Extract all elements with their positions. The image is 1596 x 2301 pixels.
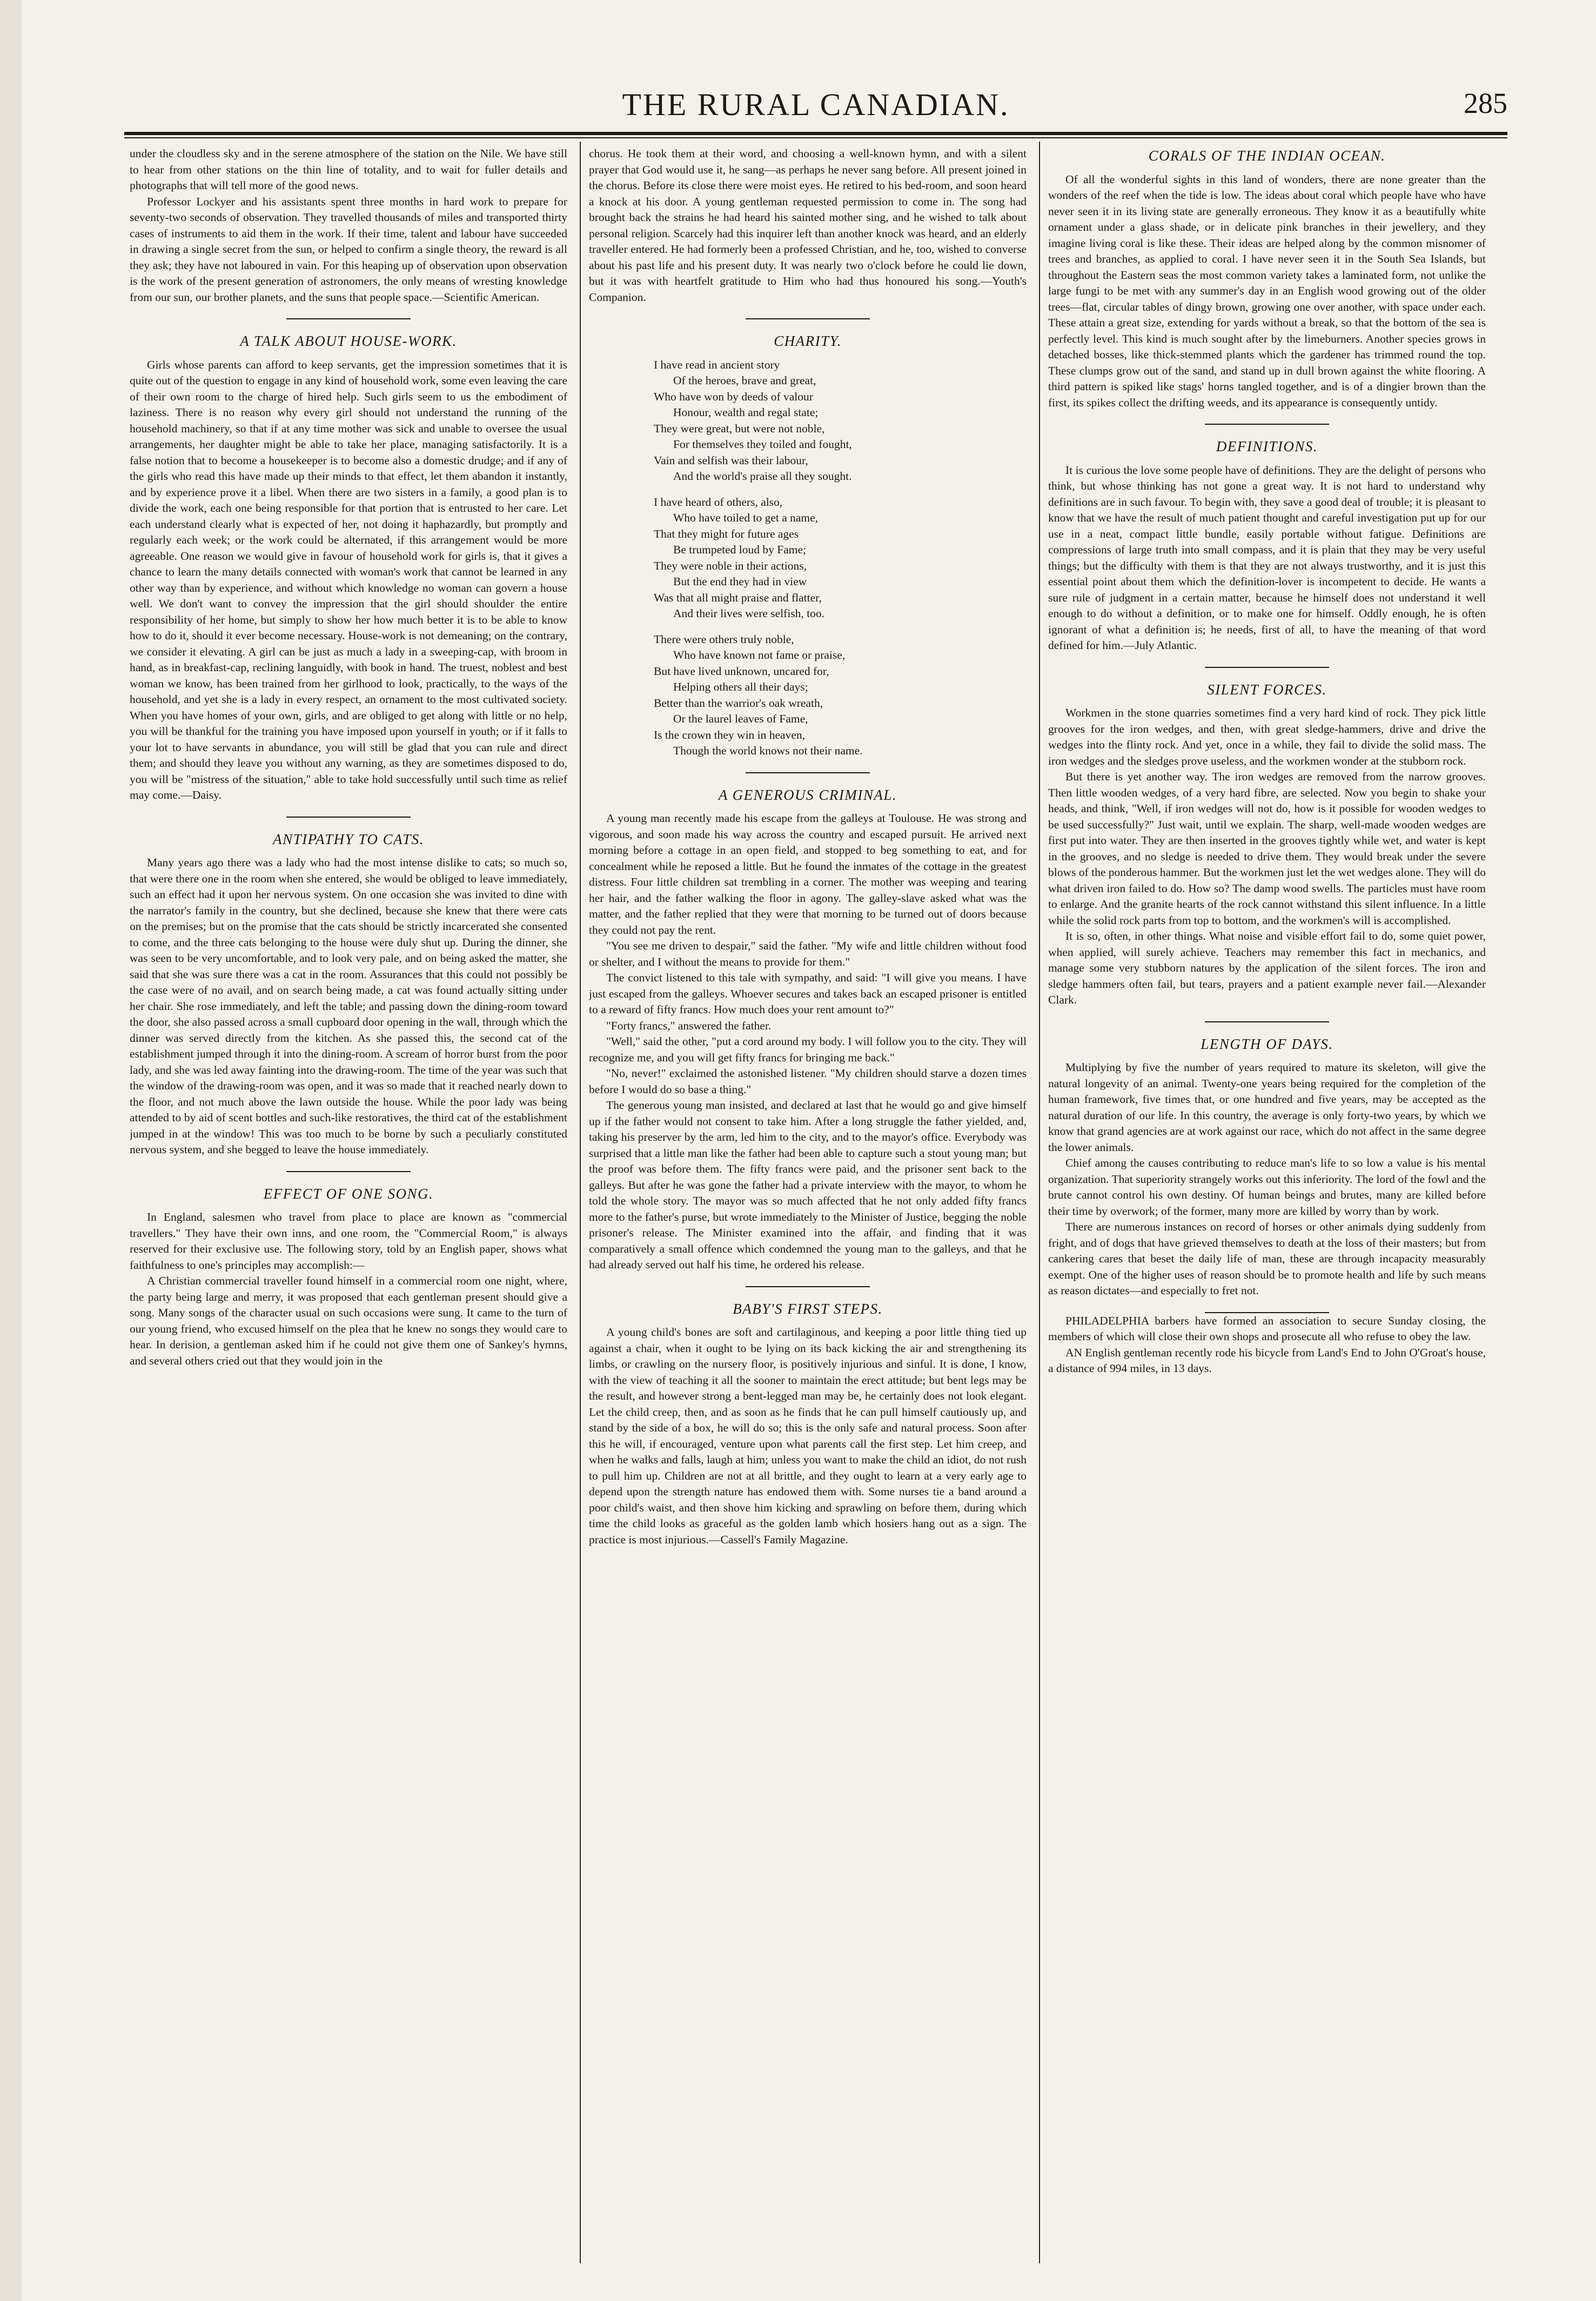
headline-criminal: A GENEROUS CRIMINAL. [718,786,897,803]
article-cats: Many years ago there was a lady who had the most intense dislike to cats; so much so, that were there one in the room when she entered, she would be obliged to leave immediately, such an effect had it upon her nervous system. On one occasion she was invited to dine with the narrator's family in the country, but she declined, because she knew that there were cats on the premises; but on the promise that the cats should be strictly incarcerated she consented to come, and the three cats belonging to the house were duly shut up. During the dinner, she was seen to be very uncomfortable, and to look very pale, and on being asked the matter, she said that she was sure there was a cat in the room. Assurances that this could not possibly be the case were of no avail, and on search being made, a cat was found actually sitting under her chair. She rose immediately, and left the table; and passing down the dining-room toward the door, she also passed across a small cupboard door opening in the wall, through which the dinner was served directly from the kitchen. As she passed this, the second cat of the establishment jumped through it into the dining-room. A scream of horror burst from the poor lady, and she was led away fainting into the drawing-room. The time of the year was such that the window of the drawing-room was open, and it was so made that it reached nearly down to the floor, and not much above the lawn outside the house. While the poor lady was being attended to by aid of scent bottles and such-like restoratives, the third cat of the establishment jumped in at the window! This was too much to be borne by such a peculiarly constituted nervous system, and she begged to leave the house immediately. [130,856,567,1156]
article-corals: Of all the wonderful sights in this land of wonders, there are none greater than the wonders of the reef when the tide is low. The ideas about coral which people have who have never seen it in its living state are generally erroneous. They know it as a beautifully white ornament under a glass shade, or in delicate pink branches in their jewellery, and they imagine living coral is like these. Their ideas are helped along by the common misnomer of trees and branches, as applied to coral. I have never seen it in the South Sea Islands, but throughout the Eastern seas the most common variety takes a laminated form, not unlike the large fungi to be met with any summer's day in an English wood growing out of the older trees—flat, circular tables of dingy brown, growing one over another, with space under each. These attain a great size, extending for yards without a break, so that the bottom of the sea is perfectly level. This kind is much sought after by the limeburners. Another species grows in detached bosses, like thick-stemmed plants which the gardener has trimmed round the top. These clumps grow out of the sand, and stand up in dull brown against the white flooring. A third pattern is spiked like stags' horns tangled together, and is of a dingier brown than the first, its spikes collect the drifting weeds, and its appearance is consequently untidy. [1048,172,1486,409]
article-forces: It is so, often, in other things. What noise and visible effort fail to do, some quiet power, when applied, will surely achieve. Teachers may remember this fact in mechanics, and manage some very stubborn natures by the application of the silent forces. The iron and sledge hammers often fail, but tears, prayers and a patient example never fail.—Alexander Clark. [1048,929,1486,1006]
article-definitions: It is curious the love some people have of definitions. They are the delight of persons who think, but whose thinking has not gone a great way. It is not hard to understand why definitions are in such favour. To begin with, they save a good deal of trouble; it is pleasant to know that we have the result of much patient thought and careful investigation put up for our use in a neat, compact little bundle, easily portable without fatigue. Definitions are compressions of large truth into small compass, and it is plain that they may be very useful things; but the difficulty with them is that they are not always trustworthy, and it is just this essential point about them which the definition-lover is incompetent to decide. He wants a sure rule of judgment in a certain matter, because he himself does not understand it well enough to do without a definition, or to make one for himself. Oddly enough, he is often ignorant of what a definition is; he needs, first of all, to have the meaning of that word defined for him.—July Atlantic. [1048,463,1486,652]
news-note-bicycle: AN English gentleman recently rode his bicycle from Land's End to John O'Groat's house, a distance of 994 miles, in 13 days. [1048,1346,1486,1375]
column-divider-2 [1039,142,1040,2263]
article-song: In England, salesmen who travel from place to place are known as "commercial travellers." They have their own inns, and one room, the "Commercial Room," is always reserved for their exclusive use. The following story, told by an English paper, shows what faithfulness to one's principles may accomplish:— [130,1210,567,1272]
headline-cats: ANTIPATHY TO CATS. [273,831,424,847]
poem-stanza [654,357,1027,485]
poem-line: Honour, wealth and regal state; [673,406,819,419]
poem-line: But the end they had in view [673,575,807,588]
poem-charity [654,357,1027,759]
newspaper-title: THE RURAL CANADIAN. [622,87,1010,122]
poem-line: And the world's praise all they sought. [673,470,852,483]
article-days: Chief among the causes contributing to reduce man's life to so low a value is his mental organization. That superiority strangely works out this inferiority. The lord of the fowl and the brute cannot control his own destiny. Of human beings and brutes, many are killed before their time by overwork; of the former, many more are killed by worry than by work. [1048,1156,1486,1218]
section-rule [1205,424,1329,425]
poem-line: But have lived unknown, uncared for, [654,664,829,678]
news-note-philadelphia: PHILADELPHIA barbers have formed an association to secure Sunday closing, the members of which will close their own shops and prosecute all who refuse to obey the law. [1048,1314,1486,1343]
poem-stanza [654,494,1027,622]
headline-song: EFFECT OF ONE SONG. [263,1185,434,1202]
headline-corals: CORALS OF THE INDIAN OCEAN. [1148,148,1386,164]
article-housework: Girls whose parents can afford to keep servants, get the impression sometimes that it is quite out of the question to engage in any kind of household work, some even leaving the care of their own room to the charge of hired help. Such girls seem to us the embodiment of laziness. There is no reason why every girl should not understand the running of the household machinery, so that if at any time mother was sick and unable to oversee the usual arrangements, her daughter might be able to take her place, managing satisfactorily. It is a false notion that to become a housekeeper is to become also a domestic drudge; and if any of the girls who read this have made up their minds to that effect, let them abandon it instantly, and by experience prove it a libel. When there are two sisters in a family, a good plan is to divide the work, each one being responsible for that portion that is entrusted to her care. Let each understand clearly what is expected of her, not doing it haphazardly, but promptly and regularly each week; or the work could be alternated, if this arrangement would be more agreeable. One reason we would give in favour of household work for girls is, that it gives a chance to learn the many details connected with woman's work that cannot be learned in any other way than by experience, and without which knowledge no woman can govern a house well. We don't want to convey the impression that the girl should shoulder the entire responsibility of her home, but simply to show her how much better it is to be able to know how to do it, should it ever become necessary. House-work is not demeaning; on the contrary, we consider it elevating. A girl can be just as much a lady in a sweeping-cap, with broom in hand, as in breakfast-cap, reclining languidly, with book in hand. The truest, noblest and best woman we know, has been trained from her girlhood to look, practically, to the ways of the household, and yet she is a lady in every respect, an ornament to the most cultivated society. When you have homes of your own, girls, and are obliged to get along with little or no help, you will be thankful for the training you have imposed upon yourself in youth; or if it falls to your lot to have servants in abundance, you will still be glad that you can rule and direct them; and should they leave you without any warning, as they are sometimes disposed to do, you will be "mistress of the situation," able to take hold successfully until such time as relief may come.—Daisy. [130,358,567,801]
headline-forces: SILENT FORCES. [1207,681,1327,698]
poem-line: Helping others all their days; [673,680,808,693]
poem-line: There were others truly noble, [654,632,794,646]
poem-line: They were noble in their actions, [654,559,807,572]
poem-line: Though the world knows not their name. [673,744,863,757]
headline-definitions: DEFINITIONS. [1216,438,1318,454]
article-forces: Workmen in the stone quarries sometimes find a very hard kind of rock. They pick little grooves for the iron wedges, and then, with great sledge-hammers, drive and drive the wedges into the flinty rock. And yet, once in a while, they fail to divide the solid mass. The iron wedges and the sledges prove useless, and the workmen wonder at the stubborn rock. [1048,706,1486,767]
poem-line: Or the laurel leaves of Fame, [673,712,808,725]
poem-line: Is the crown they win in heaven, [654,728,806,741]
column-divider-1 [580,142,581,2263]
poem-line: Who have known not fame or praise, [673,648,846,661]
section-rule [1205,667,1329,668]
section-rule [1205,1021,1329,1022]
headline-baby: BABY'S FIRST STEPS. [733,1300,883,1317]
article-baby: A young child's bones are soft and cartilaginous, and keeping a poor little thing tied up against a chair, when it ought to be lying on its back kicking the air and strengthening its limbs, or crawling on the nursery floor, is positively injurious and sinful. It is done, I know, with the view of teaching it all the sooner to maintain the erect attitude; but bent legs may be the result, and however strong a bent-legged man may be, he certainly does not look elegant. Let the child creep, then, and as soon as he finds that he can pull himself cautiously up, and stand by the side of a box, he will do so; this is the only safe and natural process. Soon after this he will, if encouraged, venture upon what parents call the first step. Let him creep, and when he walks and falls, laugh at him; unless you want to make the child an idiot, do not rush to pull him up. Children are not at all brittle, and they ought to learn at a very early age to depend upon the strength nature has endowed them with. Some nurses tie a band around a poor child's waist, and then shove him kicking and sprawling on before them, during which time the child looks as graceful as the golden lamb which hosiers hang out as a sign. The practice is most injurious.—Cassell's Family Magazine. [589,1326,1027,1546]
poem-line: For themselves they toiled and fought, [673,438,852,451]
section-rule [286,817,411,818]
poem-line: Of the heroes, brave and great, [673,374,816,387]
article-forces: But there is yet another way. The iron wedges are removed from the narrow grooves. Then little wooden wedges, of a very hard fibre, are selected. Now you begin to shake your heads, and think, "Well, if iron wedges will not do, how is it possible for wooden wedges to be used successfully?" Just wait, until we explain. The sharp, well-made wooden wedges are first put into water. They are then inserted in the grooves tightly while wet, and water is kept in the grooves, and no sledge is needed to drive them. They would break under the severe blows of the ponderous hammer. But the workmen just let the wet wedges alone. They will do what driven iron failed to do. How so? The damp wood swells. The particles must have room to enlarge. And the granite hearts of the rock cannot withstand this silent influence. In a little while the solid rock parts from top to bottom, and the workmen's will is accomplished. [1048,770,1486,927]
poem-line: Be trumpeted loud by Fame; [673,543,807,556]
article-criminal: "No, never!" exclaimed the astonished listener. "My children should starve a dozen times before I would do so base a thing." [589,1067,1027,1096]
poem-line: Vain and selfish was their labour, [654,453,808,467]
poem-line: Who have toiled to get a name, [673,511,819,524]
poem-stanza [654,632,1027,759]
article-continuation: under the cloudless sky and in the serene atmosphere of the station on the Nile. We have still to hear from other stations on the thin line of totality, and to wait for fuller details and photographs that will tell more of the good news. [130,147,567,192]
column-2 [589,146,1027,2253]
poem-line: And their lives were selfish, too. [673,607,825,620]
article-paragraph: Professor Lockyer and his assistants spent three months in hard work to prepare for seventy-two seconds of observation. They travelled thousands of miles and transported thirty cases of instruments to aid them in the work. If their time, talent and labour have succeeded in drawing a single secret from the sun, or helped to confirm a single theory, the reward is all they ask; they have not laboured in vain. For this heaping up of observation upon observation is the work of the present generation of astronomers, the only means of wresting knowledge from our sun, our brother planets, and the suns that people space.—Scientific American. [130,195,567,304]
poem-line: I have read in ancient story [654,358,780,371]
article-criminal: "Well," said the other, "put a cord around my body. I will follow you to the city. They will recognize me, and you will get fifty francs for bringing me back." [589,1035,1027,1064]
column-3 [1048,146,1486,2253]
header-rule-thick [124,132,1507,135]
section-rule [286,318,411,319]
article-song-end: chorus. He took them at their word, and choosing a well-known hymn, and with a silent prayer that God would use it, he sang—as perhaps he never sang before. All present joined in the chorus. Before its close there were moist eyes. He retired to his bed-room, and soon heard a knock at his door. A young gentleman requested permission to come in. The song had brought back the strains he had heard his sainted mother sing, and he wished to talk about personal religion. Scarcely had this inquirer left than another knock was heard, and an elderly traveller entered. He had formerly been a professed Christian, and he, too, wished to converse about his past life and his present duty. It was nearly two o'clock before he could lie down, but it was with heartfelt gratitude to Him who had thus honoured his song.—Youth's Companion. [589,147,1027,304]
headline-charity: CHARITY. [774,333,842,349]
article-criminal: A young man recently made his escape from the galleys at Toulouse. He was strong and vigorous, and soon made his way across the country and escaped pursuit. He arrived next morning before a cottage in an open field, and stopped to beg something to eat, and for concealment while he reposed a little. But he found the inmates of the cottage in the greatest distress. Four little children sat trembling in a corner. The mother was weeping and tearing her hair, and the father walking the floor in agony. The galley-slave asked what was the matter, and the father replied that they were that morning to be turned out of doors because they could not pay the rent. [589,812,1027,937]
poem-line: Better than the warrior's oak wreath, [654,696,823,710]
headline-days: LENGTH OF DAYS. [1201,1035,1333,1052]
article-song-continued: A Christian commercial traveller found himself in a commercial room one night, where, the party being large and merry, it was proposed that each gentleman present should give a song. Many songs of the character usual on such occasions were sung. It came to the turn of our young friend, who excused himself on the plea that he knew no songs they would care to hear. In derision, a gentleman asked him if he could not give them one of Sankey's hymns, and several others cried out that they would join in the [130,1274,567,1367]
poem-line: Was that all might praise and flatter, [654,591,822,604]
poem-line: Who have won by deeds of valour [654,390,813,403]
section-rule [746,318,870,319]
article-days: There are numerous instances on record of horses or other animals dying suddenly from fright, and of dogs that have grieved themselves to death at the loss of their masters; but from cankering cares that beset the daily life of man, these are through incapacity measurably exempt. One of the higher uses of reason should be to promote health and life by such means as reason dictates—and especially to fret not. [1048,1220,1486,1297]
section-rule [286,1171,411,1172]
headline-housework: A TALK ABOUT HOUSE-WORK. [240,333,457,349]
poem-line: I have heard of others, also, [654,495,783,509]
section-rule [746,1286,870,1287]
poem-line: That they might for future ages [654,527,799,540]
article-criminal: "You see me driven to despair," said the father. "My wife and little children without food or shelter, and I without the means to provide for them." [589,939,1027,968]
masthead [124,70,1507,135]
section-rule [746,772,870,773]
header-rule-thin [124,137,1507,138]
article-criminal: "Forty francs," answered the father. [606,1019,772,1032]
article-days: Multiplying by five the number of years required to mature its skeleton, will give the natural longevity of an animal. Twenty-one years being required for the completion of the human framework, five times that, or one hundred and five years, may be accepted as the natural duration of our life. In this country, the average is only forty-two years, by which we know that grand agencies are at work against our race, which do not affect in the same degree the lower animals. [1048,1061,1486,1154]
column-1 [130,146,567,2253]
poem-line: They were great, but were not noble, [654,422,825,435]
page-edge [0,0,22,2301]
page-number: 285 [1464,87,1507,119]
article-criminal: The generous young man insisted, and declared at last that he would go and give himself up if the father would not consent to take him. After a long struggle the father yielded, and, taking his preserver by the arm, led him to the city, and to the mayor's office. Everybody was surprised that a little man like the father had been able to capture such a stout young man; but the proof was before them. The fifty francs were paid, and the prisoner sent back to the galleys. But after he was gone the father had a private interview with the mayor, to whom he told the whole story. The mayor was so much affected that he not only added fifty francs more to the father's purse, but wrote immediately to the Minister of Justice, begging the noble prisoner's release. The Minister examined into the affair, and finding that it was comparatively a small offence which condemned the young man to the galleys, and that he had already served out half his time, he ordered his release. [589,1099,1027,1271]
article-criminal: The convict listened to this tale with sympathy, and said: "I will give you means. I have just escaped from the galleys. Whoever secures and takes back an escaped prisoner is entitled to a reward of fifty francs. How much does your rent amount to?" [589,971,1027,1016]
